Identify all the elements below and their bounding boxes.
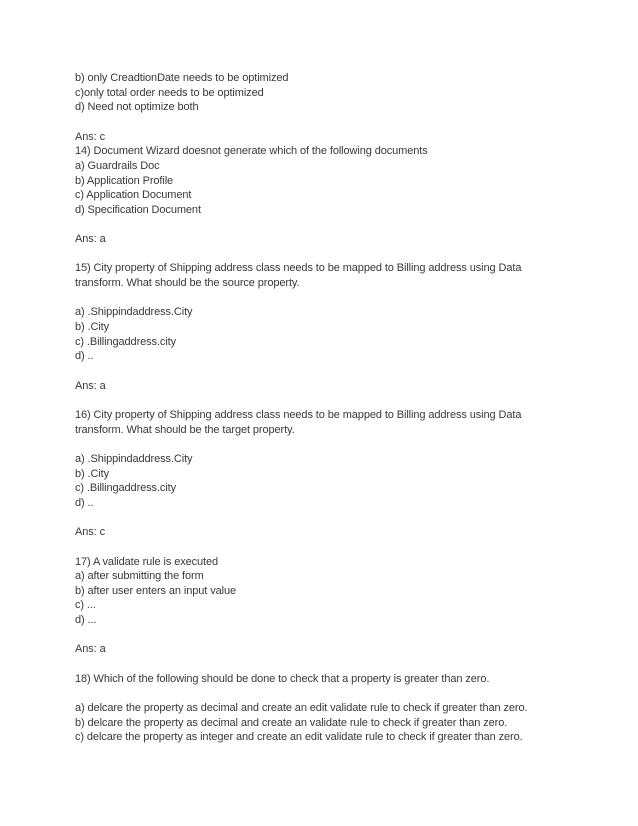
text-line: c) .Billingaddress.city (75, 482, 177, 495)
text-line: 18) Which of the following should be done to check that a property is greater than zero. (75, 672, 490, 685)
text-line: Ans: a (75, 643, 106, 656)
text-line: Ans: a (75, 379, 106, 392)
text-line (75, 218, 600, 233)
text-line (75, 364, 600, 379)
text-line: 16) City property of Shipping address class needs to be mapped to Billing address using Data (75, 409, 522, 421)
document-text (75, 71, 600, 745)
text-line (75, 115, 600, 130)
text-line: a) .Shippindaddress.City (75, 306, 193, 319)
text-line: c) .Billingaddress.city (75, 335, 177, 348)
text-line: d) .. (75, 350, 94, 363)
text-line: a) .Shippindaddress.City (75, 452, 193, 465)
text-line (75, 511, 600, 526)
text-line: 17) A validate rule is executed (75, 555, 219, 568)
text-line: transform. What should be the target property. (75, 423, 295, 436)
text-line: c)only total order needs to be optimized (75, 86, 264, 99)
text-line: b) .City (75, 467, 110, 480)
text-line: b) delcare the property as decimal and create an validate rule to check if greater than zero. (75, 716, 508, 729)
text-line (75, 393, 600, 408)
text-line (75, 437, 600, 452)
text-line: d) Specification Document (75, 203, 201, 216)
text-line (75, 291, 600, 306)
text-line: 15) City property of Shipping address class needs to be mapped to Billing address using Data (75, 262, 522, 275)
text-line: transform. What should be the source property. (75, 277, 300, 290)
text-line: a) delcare the property as decimal and create an edit validate rule to check if greater than zero. (75, 702, 528, 715)
text-line: c) Application Document (75, 189, 192, 202)
text-line: b) .City (75, 321, 110, 334)
text-line: b) Application Profile (75, 174, 174, 187)
text-line: a) after submitting the form (75, 570, 204, 583)
text-line: d) .. (75, 496, 94, 509)
text-line: b) only CreadtionDate needs to be optimized (75, 72, 289, 84)
text-line: Ans: c (75, 526, 105, 539)
text-line: c) delcare the property as integer and create an edit validate rule to check if greater than zero. (75, 731, 523, 744)
text-line: c) ... (75, 599, 96, 612)
text-line (75, 686, 600, 701)
text-line (75, 247, 600, 262)
text-line: Ans: c (75, 130, 105, 143)
text-line (75, 628, 600, 643)
text-line: b) after user enters an input value (75, 584, 236, 597)
text-line: a) Guardrails Doc (75, 159, 160, 172)
text-line: Ans: a (75, 233, 106, 246)
text-line: d) Need not optimize both (75, 101, 199, 114)
text-line: 14) Document Wizard doesnot generate which of the following documents (75, 145, 428, 158)
text-line (75, 657, 600, 672)
text-line (75, 540, 600, 555)
text-line: d) ... (75, 614, 97, 627)
